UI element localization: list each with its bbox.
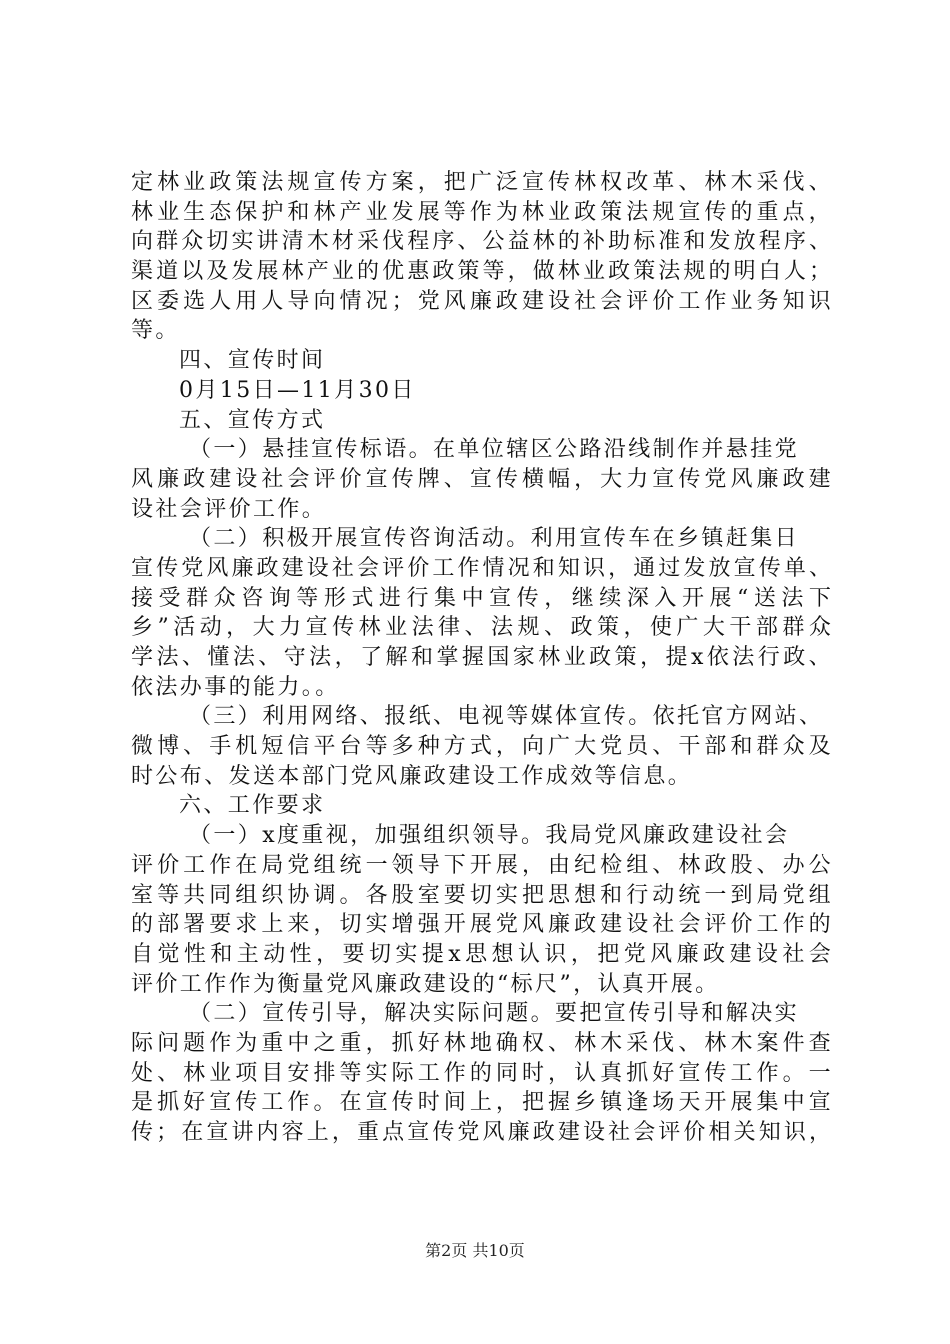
document-body [131, 168, 831, 1148]
text-line: （三）利用网络、报纸、电视等媒体宣传。依托官方网站、 [189, 704, 824, 730]
text-line: 学 法 、 懂 法 、 守 法 ， 了 解 和 掌 握 国 家 林 业 政 策 ， 提 x 依 法 行 政 、 [131, 645, 831, 670]
text-line: 是 抓 好 宣 传 工 作 。 在 宣 传 时 间 上 ， 把 握 乡 镇 逢 场 天 开 展 集 中 宣 [131, 1090, 831, 1116]
page-footer: 第2页 共10页 [425, 1241, 525, 1260]
text-line: 依法办事的能力。。 [131, 674, 340, 700]
text-line: （一）x度重视，加强组织领导。我局党风廉政建设社会 [189, 823, 790, 849]
text-line: 处 、 林 业 项 目 安 排 等 实 际 工 作 的 同 时 ， 认 真 抓 好 宣 传 工 作 。 一 [131, 1060, 831, 1086]
text-line: 六、工作要求 [179, 793, 326, 819]
text-line: 0月15日—11月30日 [179, 377, 416, 403]
text-line: 向 群 众 切 实 讲 清 木 材 采 伐 程 序 、 公 益 林 的 补 助 标 准 和 发 放 程 序 、 [131, 229, 831, 255]
text-line: 接 受 群 众 咨 询 等 形 式 进 行 集 中 宣 传 ， 继 续 深 入 开 展 “ 送 法 下 [131, 585, 831, 611]
text-line: 时公布、发送本部门党风廉政建设工作成效等信息。 [131, 763, 693, 789]
text-line: 评 价 工 作 在 局 党 组 统 一 领 导 下 开 展 ， 由 纪 检 组 、 林 政 股 、 办 公 [131, 852, 831, 878]
text-line: 际 问 题 作 为 重 中 之 重 ， 抓 好 林 地 确 权 、 林 木 采 伐 、 林 木 案 件 查 [131, 1030, 831, 1056]
text-line: 等。 [131, 318, 180, 344]
text-line: 四、宣传时间 [179, 348, 326, 374]
text-line: 自 觉 性 和 主 动 性 ， 要 切 实 提 x 思 想 认 识 ， 把 党 风 廉 政 建 设 社 会 [131, 941, 831, 967]
text-line: 区 委 选 人 用 人 导 向 情 况 ； 党 风 廉 政 建 设 社 会 评 价 工 作 业 务 知 识 [131, 288, 831, 314]
text-line: 传 ； 在 宣 讲 内 容 上 ， 重 点 宣 传 党 风 廉 政 建 设 社 会 评 价 相 关 知 识 ， [131, 1120, 831, 1145]
text-line: 设社会评价工作。 [131, 496, 327, 522]
text-line: 林 业 生 态 保 护 和 林 产 业 发 展 等 作 为 林 业 政 策 法 规 宣 传 的 重 点 ， [131, 199, 831, 225]
text-line: 室 等 共 同 组 织 协 调 。 各 股 室 要 切 实 把 思 想 和 行 动 统 一 到 局 党 组 [131, 882, 831, 908]
text-line: 风 廉 政 建 设 社 会 评 价 宣 传 牌 、 宣 传 横 幅 ， 大 力 宣 传 党 风 廉 政 建 [131, 466, 831, 492]
text-line: 的 部 署 要 求 上 来 ， 切 实 增 强 开 展 党 风 廉 政 建 设 社 会 评 价 工 作 的 [131, 912, 831, 938]
text-line: 五、宣传方式 [179, 407, 326, 433]
text-line: 微 博 、 手 机 短 信 平 台 等 多 种 方 式 ， 向 广 大 党 员 、 干 部 和 群 众 及 [131, 734, 831, 760]
text-line: （二）宣传引导，解决实际问题。要把宣传引导和解决实 [189, 1001, 800, 1027]
text-line: （一）悬挂宣传标语。在单位辖区公路沿线制作并悬挂党 [189, 437, 800, 463]
text-line: 评价工作作为衡量党风廉政建设的“标尺”，认真开展。 [131, 971, 720, 997]
text-line: 宣 传 党 风 廉 政 建 设 社 会 评 价 工 作 情 况 和 知 识 ， 通 过 发 放 宣 传 单 、 [131, 555, 831, 581]
text-line: 渠 道 以 及 发 展 林 产 业 的 优 惠 政 策 等 ， 做 林 业 政 策 法 规 的 明 白 人 ； [131, 259, 831, 285]
text-line: 乡 ” 活 动 ， 大 力 宣 传 林 业 法 律 、 法 规 、 政 策 ， 使 广 大 干 部 群 众 [131, 615, 831, 641]
text-line: 定 林 业 政 策 法 规 宣 传 方 案 ， 把 广 泛 宣 传 林 权 改 革 、 林 木 采 伐 、 [131, 170, 831, 195]
text-line: （二）积极开展宣传咨询活动。利用宣传车在乡镇赶集日 [189, 526, 800, 552]
